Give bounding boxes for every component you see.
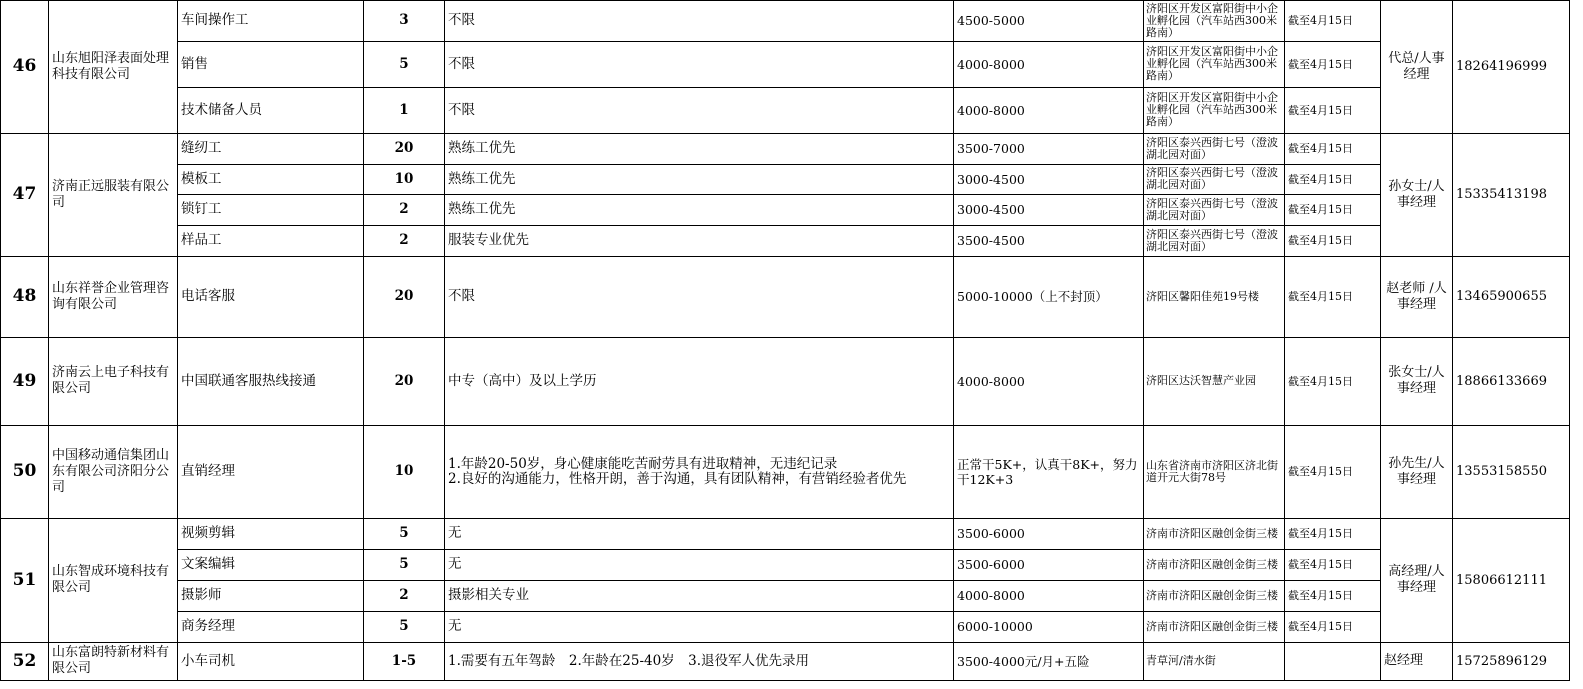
contact-person: 孙先生/人事经理 [1381,425,1453,518]
phone-number: 15335413198 [1453,133,1570,256]
requirement-line: 2.良好的沟通能力，性格开朗，善于沟通，具有团队精神，有营销经验者优先 [448,470,907,487]
deadline: 截至4月15日 [1285,194,1381,225]
salary: 3000-4500 [954,194,1144,225]
address: 山东省济南市济阳区济北街道开元大街78号 [1144,425,1285,518]
deadline: 截至4月15日 [1285,611,1381,642]
position: 模板工 [178,164,364,194]
address: 济南市济阳区融创金街三楼 [1144,518,1285,549]
company-name: 山东富朗特新材料有限公司 [49,642,178,680]
salary: 4000-8000 [954,337,1144,425]
requirement: 服装专业优先 [445,225,954,256]
table-row [1,425,1570,518]
requirement: 不限 [445,256,954,337]
requirement: 不限 [445,87,954,133]
position: 锁钉工 [178,194,364,225]
contact-person: 赵老师 /人事经理 [1381,256,1453,337]
row-index: 47 [1,133,49,256]
deadline: 截至4月15日 [1285,133,1381,164]
headcount: 20 [364,256,445,337]
position: 摄影师 [178,580,364,611]
row-index: 49 [1,337,49,425]
phone-number: 15806612111 [1453,518,1570,642]
table-row [1,549,1570,580]
salary: 3500-4500 [954,225,1144,256]
position: 车间操作工 [178,0,364,41]
deadline: 截至4月15日 [1285,0,1381,41]
deadline: 截至4月15日 [1285,337,1381,425]
headcount: 5 [364,518,445,549]
address: 济南市济阳区融创金街三楼 [1144,549,1285,580]
headcount: 10 [364,164,445,194]
requirement: 摄影相关专业 [445,580,954,611]
address: 济阳区达沃智慧产业园 [1144,337,1285,425]
position: 视频剪辑 [178,518,364,549]
table-row [1,225,1570,256]
address: 济阳区泰兴西街七号（澄波湖北园对面） [1144,225,1285,256]
deadline: 截至4月15日 [1285,225,1381,256]
table-row [1,642,1570,680]
phone-number: 13553158550 [1453,425,1570,518]
table-row [1,611,1570,642]
deadline: 截至4月15日 [1285,256,1381,337]
address: 青草河/清水街 [1144,642,1285,680]
table-row [1,256,1570,337]
position: 销售 [178,41,364,87]
company-name: 山东祥誉企业管理咨询有限公司 [49,256,178,337]
position: 文案编辑 [178,549,364,580]
phone-number: 15725896129 [1453,642,1570,680]
address: 济阳区泰兴西街七号（澄波湖北园对面） [1144,133,1285,164]
contact-person: 孙女士/人事经理 [1381,133,1453,256]
position: 电话客服 [178,256,364,337]
deadline: 截至4月15日 [1285,549,1381,580]
salary: 3000-4500 [954,164,1144,194]
deadline: 截至4月15日 [1285,518,1381,549]
headcount: 20 [364,133,445,164]
requirement: 无 [445,549,954,580]
phone-number: 13465900655 [1453,256,1570,337]
address: 济阳区泰兴西街七号（澄波湖北园对面） [1144,194,1285,225]
contact-person: 高经理/人事经理 [1381,518,1453,642]
company-name: 山东智成环境科技有限公司 [49,518,178,642]
salary: 3500-7000 [954,133,1144,164]
headcount: 3 [364,0,445,41]
salary: 4500-5000 [954,0,1144,41]
company-name: 济南正远服装有限公司 [49,133,178,256]
headcount: 2 [364,580,445,611]
requirement: 无 [445,518,954,549]
requirement: 熟练工优先 [445,164,954,194]
headcount: 2 [364,225,445,256]
position: 小车司机 [178,642,364,680]
headcount: 5 [364,549,445,580]
requirement: 不限 [445,41,954,87]
deadline: 截至4月15日 [1285,164,1381,194]
headcount: 10 [364,425,445,518]
address: 济阳区开发区富阳街中小企业孵化园（汽车站西300米路南） [1144,87,1285,133]
company-name: 山东旭阳泽表面处理科技有限公司 [49,0,178,133]
phone-number: 18866133669 [1453,337,1570,425]
requirement-line: 1.年龄20-50岁，身心健康能吃苦耐劳具有进取精神，无违纪记录 [448,455,838,472]
table-row [1,0,1570,41]
headcount: 1-5 [364,642,445,680]
salary: 6000-10000 [954,611,1144,642]
requirement: 1.需要有五年驾龄 2.年龄在25-40岁 3.退役军人优先录用 [445,642,954,680]
requirement [445,425,954,518]
row-index: 48 [1,256,49,337]
requirement: 中专（高中）及以上学历 [445,337,954,425]
company-name: 济南云上电子科技有限公司 [49,337,178,425]
salary: 4000-8000 [954,580,1144,611]
requirement: 熟练工优先 [445,133,954,164]
table-row [1,133,1570,164]
deadline: 截至4月15日 [1285,580,1381,611]
position: 商务经理 [178,611,364,642]
table-row [1,164,1570,194]
address: 济阳区开发区富阳街中小企业孵化园（汽车站西300米路南） [1144,41,1285,87]
position: 样品工 [178,225,364,256]
salary: 4000-8000 [954,41,1144,87]
salary: 4000-8000 [954,87,1144,133]
address: 济南市济阳区融创金街三楼 [1144,580,1285,611]
deadline [1285,642,1381,680]
requirement: 无 [445,611,954,642]
salary: 3500-6000 [954,518,1144,549]
headcount: 5 [364,611,445,642]
phone-number: 18264196999 [1453,0,1570,133]
deadline: 截至4月15日 [1285,87,1381,133]
position: 缝纫工 [178,133,364,164]
company-name: 中国移动通信集团山东有限公司济阳分公司 [49,425,178,518]
row-index: 50 [1,425,49,518]
position: 直销经理 [178,425,364,518]
headcount: 5 [364,41,445,87]
contact-person: 赵经理 [1381,642,1453,680]
table-row [1,41,1570,87]
deadline: 截至4月15日 [1285,425,1381,518]
salary: 3500-6000 [954,549,1144,580]
contact-person: 代总/人事经理 [1381,0,1453,133]
salary: 3500-4000元/月+五险 [954,642,1144,680]
address: 济阳区泰兴西街七号（澄波湖北园对面） [1144,164,1285,194]
requirement: 不限 [445,0,954,41]
table-row [1,337,1570,425]
headcount: 20 [364,337,445,425]
row-index: 51 [1,518,49,642]
salary: 5000-10000（上不封顶） [954,256,1144,337]
table-row [1,194,1570,225]
position: 中国联通客服热线接通 [178,337,364,425]
headcount: 2 [364,194,445,225]
headcount: 1 [364,87,445,133]
address: 济南市济阳区融创金街三楼 [1144,611,1285,642]
contact-person: 张女士/人事经理 [1381,337,1453,425]
salary: 正常干5K+，认真干8K+，努力干12K+3 [954,425,1144,518]
table-row [1,87,1570,133]
table-row [1,580,1570,611]
row-index: 52 [1,642,49,680]
table-row [1,518,1570,549]
address: 济阳区开发区富阳街中小企业孵化园（汽车站西300米路南） [1144,0,1285,41]
address: 济阳区馨阳佳苑19号楼 [1144,256,1285,337]
row-index: 46 [1,0,49,133]
deadline: 截至4月15日 [1285,41,1381,87]
position: 技术储备人员 [178,87,364,133]
requirement: 熟练工优先 [445,194,954,225]
